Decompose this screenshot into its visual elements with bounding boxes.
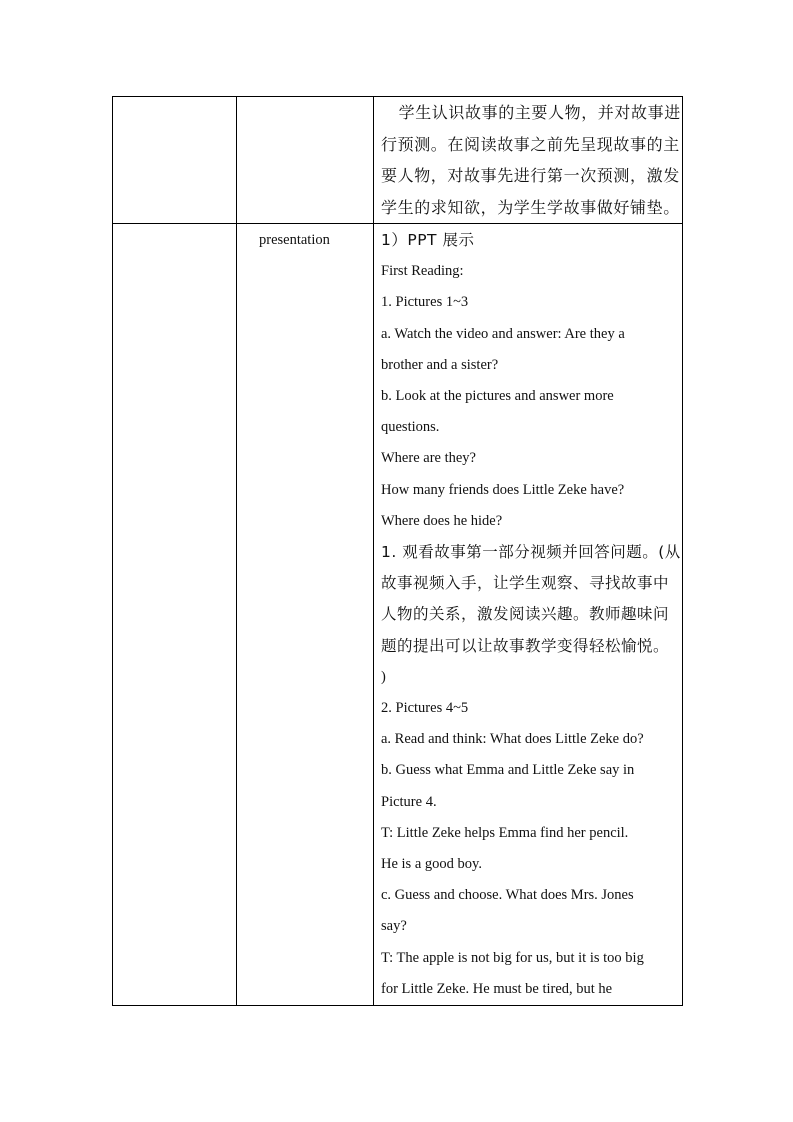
text-line: c. Guess and choose. What does Mrs. Jones: [381, 887, 634, 904]
text-line: How many friends does Little Zeke have?: [381, 481, 625, 498]
text-line: He is a good boy.: [381, 856, 482, 873]
text-line: brother and a sister?: [381, 356, 499, 373]
text-line: 1. Pictures 1~3: [381, 294, 469, 311]
text-line: 1）PPT 展示: [381, 231, 475, 249]
text-line: 行预测。在阅读故事之前先呈现故事的主: [381, 134, 680, 154]
text-line: Where does he hide?: [381, 512, 503, 529]
table-cell-content: [374, 97, 683, 224]
text-line: 2. Pictures 4~5: [381, 700, 469, 717]
text-line: 学生认识故事的主要人物，并对故事进: [398, 103, 681, 122]
text-line: Where are they?: [381, 450, 476, 467]
table-cell-stage-group: [113, 97, 237, 224]
text-line: a. Read and think: What does Little Zeke do?: [381, 731, 644, 748]
text-line: 学生的求知欲，为学生学故事做好铺垫。: [381, 197, 680, 217]
text-line: for Little Zeke. He must be tired, but he: [381, 980, 613, 997]
text-line: 1. 观看故事第一部分视频并回答问题。(从: [381, 543, 681, 562]
text-line: ): [381, 668, 386, 685]
text-line: say?: [381, 918, 407, 935]
text-line: First Reading:: [381, 263, 464, 280]
purpose-paragraph: [374, 97, 682, 223]
text-line: T: Little Zeke helps Emma find her pencil.: [381, 824, 629, 841]
lesson-plan-table: [112, 96, 683, 1006]
table-row: [113, 224, 683, 1006]
text-line: b. Guess what Emma and Little Zeke say in: [381, 762, 635, 779]
table-cell-stage: [237, 224, 374, 1006]
text-line: 人物的关系，激发阅读兴趣。教师趣味问: [381, 605, 670, 624]
text-line: Picture 4.: [381, 793, 437, 810]
table-cell-stage-group: [113, 224, 237, 1006]
text-line: T: The apple is not big for us, but it is too big: [381, 949, 644, 966]
text-line: 要人物，对故事先进行第一次预测，激发: [381, 166, 680, 185]
procedure-text: [374, 224, 682, 1005]
text-line: 题的提出可以让故事教学变得轻松愉悦。: [381, 636, 670, 655]
stage-label: presentation: [259, 232, 330, 248]
text-line: questions.: [381, 419, 440, 436]
text-line: b. Look at the pictures and answer more: [381, 388, 614, 405]
text-line: a. Watch the video and answer: Are they a: [381, 325, 625, 342]
table-cell-stage: [237, 97, 374, 224]
text-line: 故事视频入手，让学生观察、寻找故事中: [381, 574, 670, 593]
table-row: [113, 97, 683, 224]
table-cell-content: [374, 224, 683, 1006]
